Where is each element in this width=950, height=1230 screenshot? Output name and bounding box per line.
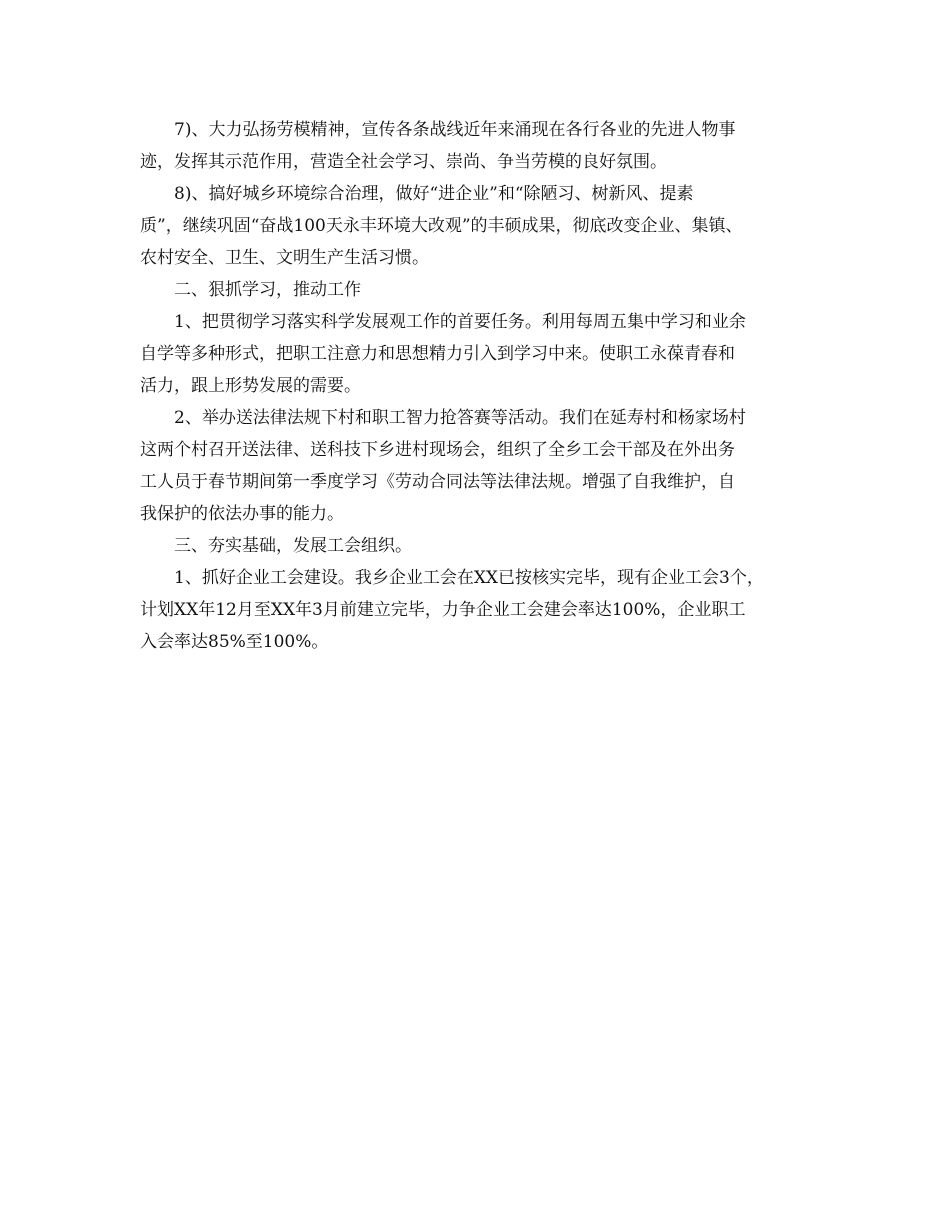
section-2-item-2-line-2: 这两个村召开送法律、送科技下乡进村现场会，组织了全乡工会干部及在外出务 xyxy=(140,440,735,460)
section-2-item-2-line-1: 2、举办送法律法规下村和职工智力抢答赛等活动。我们在延寿村和杨家场村 xyxy=(174,408,746,428)
paragraph-8-line-2: 质”，继续巩固“奋战100天永丰环境大改观”的丰硕成果，彻底改变企业、集镇、 xyxy=(140,216,743,236)
paragraph-7-line-1: 7)、大力弘扬劳模精神，宣传各条战线近年来涌现在各行各业的先进人物事 xyxy=(174,120,736,140)
section-3-item-1-line-3: 入会率达85%至100%。 xyxy=(140,632,329,652)
section-3-item-1-line-1: 1、抓好企业工会建设。我乡企业工会在XX已按核实完毕，现有企业工会3个， xyxy=(174,568,764,588)
section-2-item-1-line-1: 1、把贯彻学习落实科学发展观工作的首要任务。利用每周五集中学习和业余 xyxy=(174,312,746,332)
paragraph-7-line-2: 迹，发挥其示范作用，营造全社会学习、崇尚、争当劳模的良好氛围。 xyxy=(140,152,667,172)
section-2-item-2-line-3: 工人员于春节期间第一季度学习《劳动合同法等法律法规。增强了自我维护，自 xyxy=(140,472,735,492)
section-2-item-2-line-4: 我保护的依法办事的能力。 xyxy=(140,504,344,524)
section-2-item-1-line-3: 活力，跟上形势发展的需要。 xyxy=(140,376,361,396)
section-2-heading: 二、狠抓学习，推动工作 xyxy=(174,280,361,300)
paragraph-8-line-1: 8)、搞好城乡环境综合治理，做好“进企业”和“除陋习、树新风、提素 xyxy=(174,184,694,204)
paragraph-8-line-3: 农村安全、卫生、文明生产生活习惯。 xyxy=(140,248,429,268)
section-3-item-1-line-2: 计划XX年12月至XX年3月前建立完毕，力争企业工会建会率达100%，企业职工 xyxy=(140,600,746,620)
document-body xyxy=(140,114,830,658)
section-2-item-1-line-2: 自学等多种形式，把职工注意力和思想精力引入到学习中来。使职工永葆青春和 xyxy=(140,344,735,364)
section-3-heading: 三、夯实基础，发展工会组织。 xyxy=(174,536,412,556)
